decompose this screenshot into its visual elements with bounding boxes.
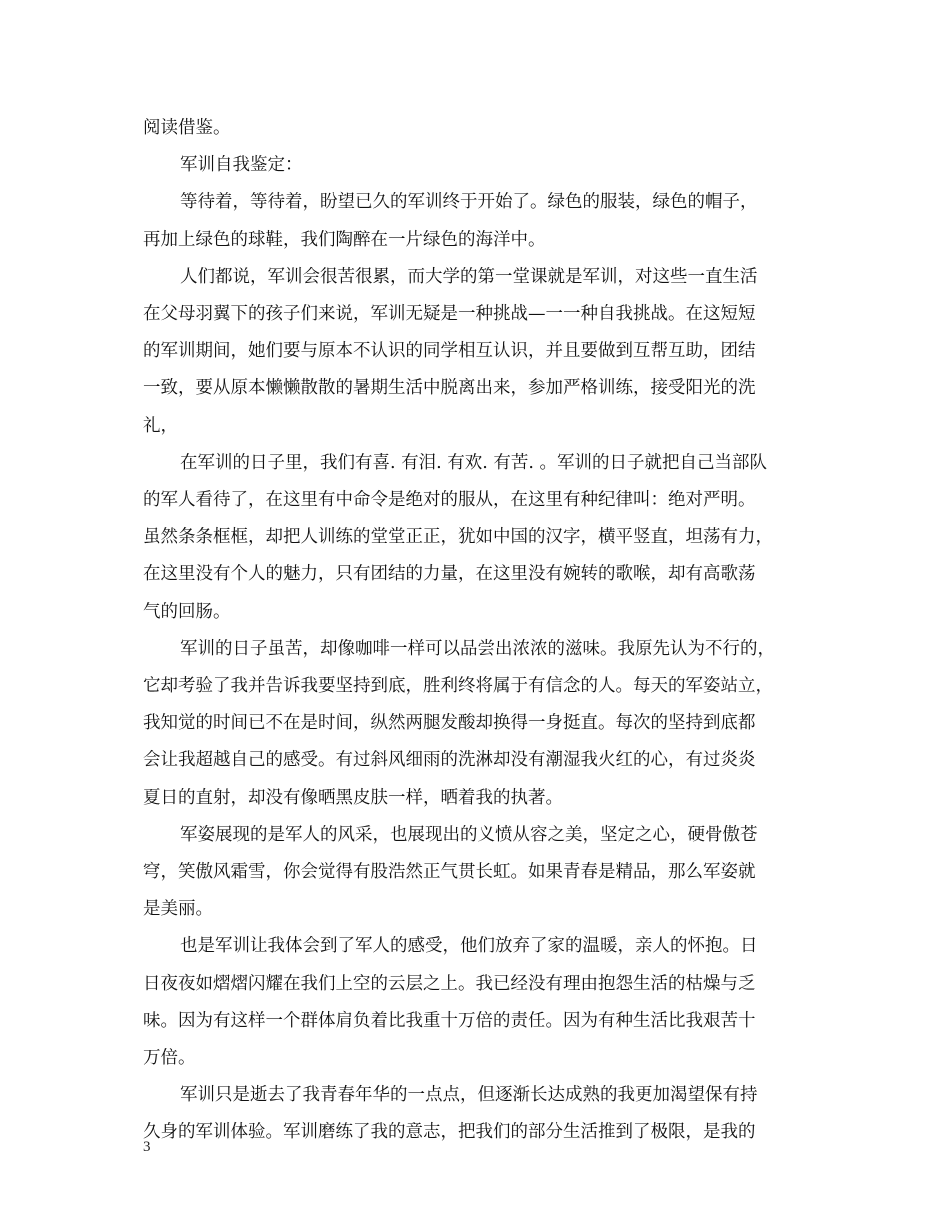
text-line: 久身的军训体验。军训磨练了我的意志，把我们的部分生活推到了极限，是我的 <box>143 1122 756 1143</box>
text-line: 夏日的直射，却没有像晒黑皮肤一样，晒着我的执著。 <box>143 787 563 808</box>
text-line: 军训只是逝去了我青春年华的一点点，但逐渐长达成熟的我更加渴望保有持 <box>180 1085 758 1106</box>
text-line: 的军人看待了，在这里有中命令是绝对的服从，在这里有种纪律叫：绝对严明。 <box>143 490 756 511</box>
text-line: 也是军训让我体会到了军人的感受，他们放弃了家的温暖，亲人的怀抱。日 <box>180 936 758 957</box>
text-line: 万倍。 <box>143 1048 196 1069</box>
text-line: 军训的日子虽苦，却像咖啡一样可以品尝出浓浓的滋味。我原先认为不行的， <box>180 638 775 659</box>
document-body <box>143 110 807 1152</box>
text-line: 虽然条条框框，却把人训练的堂堂正正，犹如中国的汉字，横平竖直，坦荡有力， <box>143 527 773 548</box>
text-line: 是美丽。 <box>143 899 213 920</box>
text-line: 我知觉的时间已不在是时间，纵然两腿发酸却换得一身挺直。每次的坚持到底都 <box>143 713 756 734</box>
text-line: 一致，要从原本懒懒散散的暑期生活中脱离出来，参加严格训练，接受阳光的洗 <box>143 378 756 399</box>
text-line: 人们都说，军训会很苦很累，而大学的第一堂课就是军训，对这些一直生活 <box>180 266 758 287</box>
text-line: 军姿展现的是军人的风采，也展现出的义愤从容之美，坚定之心，硬骨傲苍 <box>180 824 758 845</box>
text-line: 日夜夜如熠熠闪耀在我们上空的云层之上。我已经没有理由抱怨生活的枯燥与乏 <box>143 973 756 994</box>
text-line: 穹，笑傲风霜雪，你会觉得有股浩然正气贯长虹。如果青春是精品，那么军姿就 <box>143 862 756 883</box>
text-line: 的军训期间，她们要与原本不认识的同学相互认识，并且要做到互帮互助，团结 <box>143 341 756 362</box>
text-line: 阅读借鉴。 <box>143 118 231 138</box>
text-line: 会让我超越自己的感受。有过斜风细雨的洗淋却没有潮湿我火红的心，有过炎炎 <box>143 750 756 771</box>
text-line: 在这里没有个人的魅力，只有团结的力量，在这里没有婉转的歌喉，却有高歌荡 <box>143 564 756 585</box>
page-number: 3 <box>143 1139 151 1155</box>
text-line: 军训自我鉴定： <box>180 155 303 176</box>
text-line: 等待着，等待着，盼望已久的军训终于开始了。绿色的服装，绿色的帽子， <box>180 192 758 213</box>
text-line: 在军训的日子里，我们有喜. 有泪. 有欢. 有苦. 。军训的日子就把自己当部队 <box>180 452 767 473</box>
text-line: 气的回肠。 <box>143 601 231 622</box>
text-line: 再加上绿色的球鞋，我们陶醉在一片绿色的海洋中。 <box>143 229 546 250</box>
text-line: 味。因为有这样一个群体肩负着比我重十万倍的责任。因为有种生活比我艰苦十 <box>143 1010 756 1031</box>
text-line: 礼， <box>143 415 178 436</box>
text-line: 在父母羽翼下的孩子们来说，军训无疑是一种挑战—一一种自我挑战。在这短短 <box>143 304 756 325</box>
text-line: 它却考验了我并告诉我要坚持到底，胜利终将属于有信念的人。每天的军姿站立， <box>143 676 773 697</box>
